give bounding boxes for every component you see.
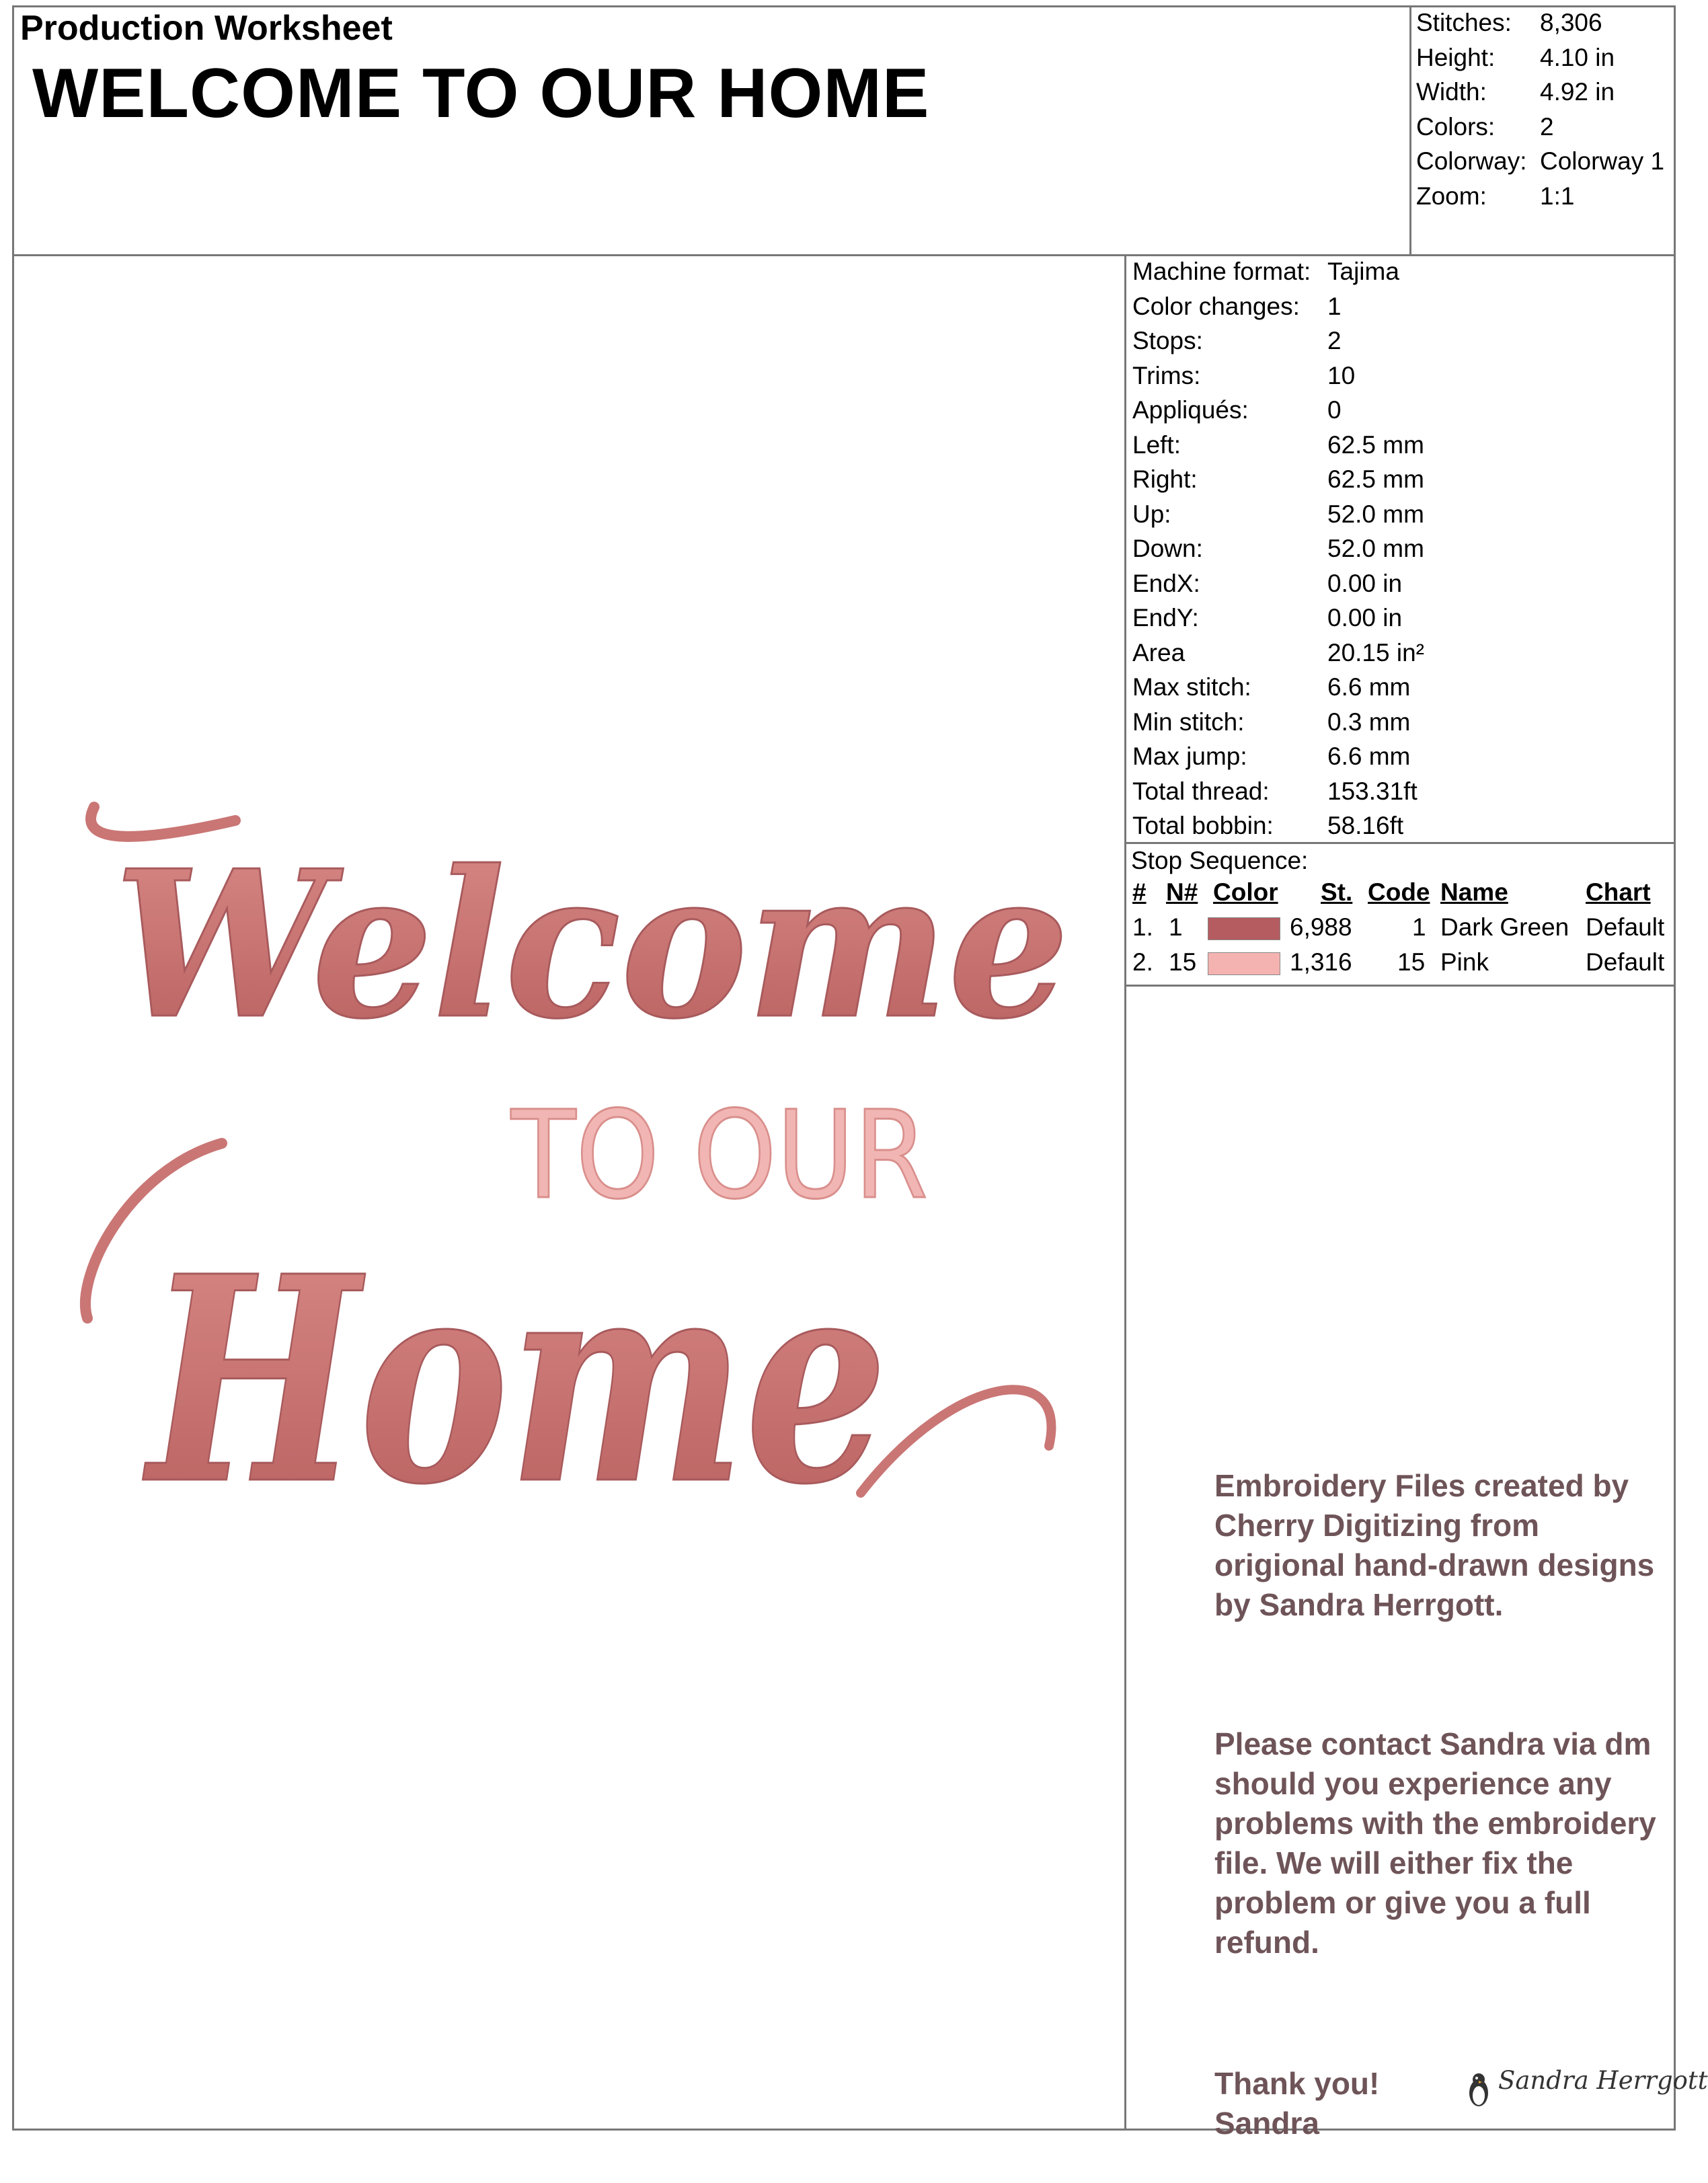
home-flourish — [861, 1389, 1051, 1493]
stat-row: Colors: 2 — [1416, 112, 1554, 141]
machine-details — [1132, 254, 1657, 843]
detail-row: Machine format: Tajima — [1132, 258, 1399, 285]
detail-row: Down: 52.0 mm — [1132, 535, 1424, 562]
detail-row: Max stitch: 6.6 mm — [1132, 673, 1411, 701]
stat-row: Colorway: Colorway 1 — [1416, 147, 1665, 175]
detail-row: Right: 62.5 mm — [1132, 465, 1424, 493]
detail-row: Up: 52.0 mm — [1132, 500, 1424, 528]
design-title: WELCOME TO OUR HOME — [32, 54, 930, 132]
summary-divider — [1409, 5, 1411, 256]
designer-note-contact — [1214, 1724, 1658, 1962]
design-line-to-our: TO OUR — [510, 1085, 928, 1226]
stop-row: 2. 15 1,316 15 Pink Default — [1132, 948, 1665, 976]
designer-note — [1214, 1466, 1658, 1625]
stat-row: Zoom: 1:1 — [1416, 182, 1575, 210]
stop-sequence-header — [1131, 878, 1669, 913]
detail-row: Min stitch: 0.3 mm — [1132, 707, 1411, 736]
col-n: N# — [1166, 878, 1198, 906]
col-stitches: St. — [1321, 878, 1353, 906]
stop-sequence — [1131, 843, 1669, 983]
col-name: Name — [1440, 878, 1508, 906]
detail-row: Appliqués: 0 — [1132, 396, 1342, 424]
stat-row: Width: 4.92 in — [1416, 78, 1615, 106]
col-color: Color — [1213, 878, 1278, 906]
detail-row: Trims: 10 — [1132, 361, 1356, 389]
stops-bottom-divider — [1124, 985, 1676, 987]
color-swatch — [1208, 952, 1280, 975]
detail-row: Left: 62.5 mm — [1132, 430, 1424, 459]
sheet-label: Production Worksheet — [20, 9, 393, 48]
summary-stats — [1416, 5, 1672, 213]
design-preview — [67, 767, 1089, 1614]
color-swatch — [1208, 917, 1280, 940]
stop-sequence-title: Stop Sequence: — [1131, 847, 1309, 874]
designer-signature: Sandra Herrgott — [1498, 2066, 1708, 2095]
design-line-home: Home — [141, 1215, 888, 1547]
note-paragraph: Embroidery Files created by Cherry Digitizing from origional hand-drawn designs by Sandra Herrgott. — [1214, 1468, 1655, 1622]
note-paragraph: Please contact Sandra via dm should you experience any problems with the embroidery file. We will either fix the problem or give you a full refund. — [1214, 1726, 1656, 1960]
detail-row: Color changes: 1 — [1132, 292, 1342, 320]
col-chart: Chart — [1586, 878, 1651, 906]
details-divider — [1124, 254, 1126, 2131]
detail-row: Max jump: 6.6 mm — [1132, 742, 1411, 770]
detail-row: Total thread: 153.31ft — [1132, 777, 1418, 805]
detail-row: EndY: 0.00 in — [1132, 604, 1403, 631]
design-line-welcome: Welcome — [114, 826, 1069, 1063]
stat-row: Stitches: 8,306 — [1416, 9, 1602, 36]
stop-row: 1. 1 6,988 1 Dark Green Default — [1132, 913, 1665, 941]
designer-note-signoff — [1214, 2024, 1658, 2183]
penguin-icon — [1463, 2071, 1494, 2109]
detail-row: Total bobbin: 58.16ft — [1132, 812, 1404, 839]
detail-row: Area 20.15 in² — [1132, 638, 1424, 666]
col-index: # — [1132, 878, 1147, 906]
stat-row: Height: 4.10 in — [1416, 43, 1615, 71]
detail-row: Stops: 2 — [1132, 327, 1342, 354]
note-paragraph: Thank you! Sandra — [1214, 2066, 1380, 2141]
detail-row: EndX: 0.00 in — [1132, 569, 1403, 597]
col-code: Code — [1368, 878, 1430, 906]
